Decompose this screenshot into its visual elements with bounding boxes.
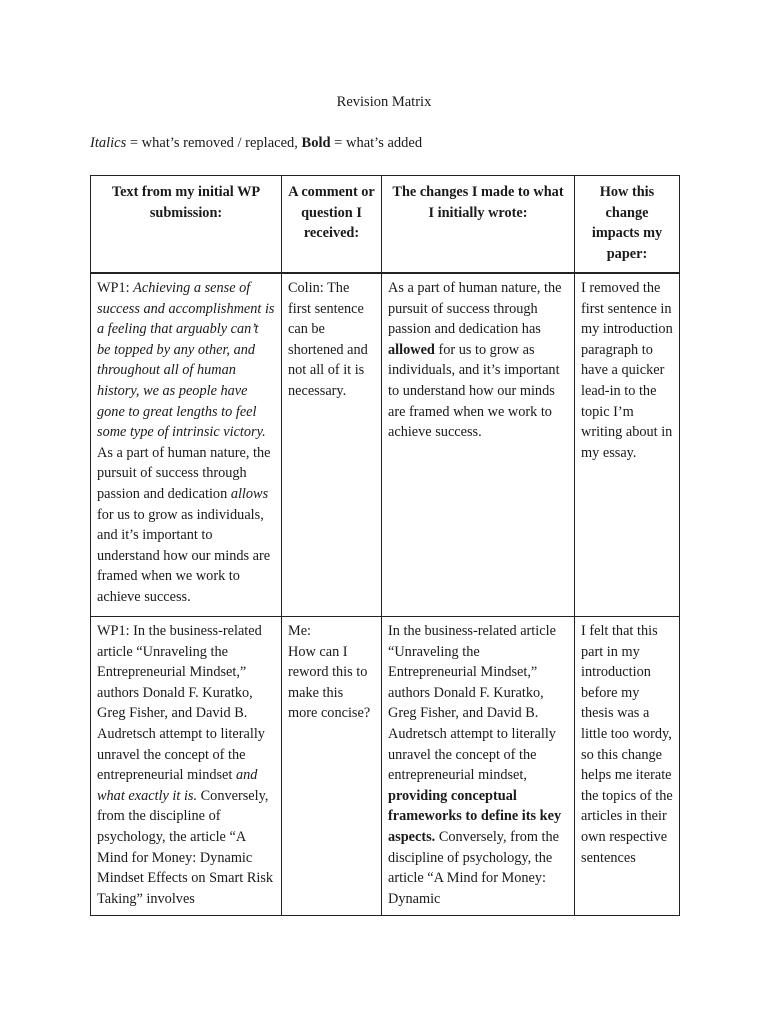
original-suffix: for us to grow as individuals, and it’s important to understand how our minds are framed when we work to achieve success. [97,506,271,605]
header-changes: The changes I made to what I initially wrote: [382,176,575,274]
table-row [91,273,680,617]
removed-text: and what exactly it is. [97,767,258,804]
impact-text: I felt that this part in my introduction before my thesis was a little too wordy, so this change helps me iterate the topics of the articles in their own respective sentences [581,623,673,866]
legend-italics-text: = what’s removed / replaced, [126,135,302,151]
changes-after: for us to grow as individuals, and it’s important to understand how our minds are framed when we work to achieve success. [388,341,560,441]
comment-text: How can I reword this to make this more concise? [288,643,371,722]
changes-before: As a part of human nature, the pursuit of success through passion and dedication has [388,280,562,338]
cell-changes [382,273,575,617]
legend-bold-text: = what’s added [330,135,423,151]
comment-author: Me: [288,623,312,639]
original-prefix: WP1: [97,280,134,296]
cell-impact: I removed the first sentence in my introduction paragraph to have a quicker lead-in to the topic I’m writing about in my essay. [575,273,680,617]
original-prefix: WP1: In the business-related article “Unraveling the Entrepreneurial Mindset,” authors Donald F. Kuratko, Greg Fisher, and David B. Audretsch attempt to literally unravel the concept of the entrepreneurial mindset [97,623,265,784]
original-middle: As a part of human nature, the pursuit of success through passion and dedication [97,444,271,502]
cell-original-text [91,273,282,617]
header-comment: A comment or question I received: [282,176,382,274]
revision-matrix-table [90,175,680,916]
added-text: allowed [388,341,435,358]
cell-changes [382,617,575,916]
header-impact: How this change impacts my paper: [575,176,680,274]
formatting-legend [90,133,422,153]
changes-before: In the business-related article “Unraveling the Entrepreneurial Mindset,” authors Donald F. Kuratko, Greg Fisher, and David B. Audretsch attempt to literally unravel the concept of the entrepreneurial mindset, [388,623,556,784]
removed-text: Achieving a sense of success and accomplishment is a feeling that arguably can’t be topped by any other, and throughout all of human history, we as people have gone to great lengths to feel some type of intrinsic victory. [97,280,275,441]
cell-comment: Colin: The first sentence can be shortened and not all of it is necessary. [282,273,382,617]
original-suffix: Conversely, from the discipline of psychology, the article “A Mind for Money: Dynamic Mindset Effects on Smart Risk Taking” involves [97,787,274,907]
cell-comment [282,617,382,916]
table-header-row [91,176,680,274]
document-title: Revision Matrix [336,94,432,110]
cell-original-text [91,617,282,916]
legend-italics-word: Italics [90,135,127,151]
changes-after: Conversely, from the discipline of psychology, the article “A Mind for Money: Dynamic [388,828,560,907]
removed-word: allows [230,485,269,502]
legend-bold-word: Bold [301,135,331,151]
added-text: providing conceptual frameworks to define its key aspects. [388,787,562,845]
header-initial-text: Text from my initial WP submission: [91,176,282,274]
table-row [91,617,680,916]
cell-impact [575,617,680,916]
